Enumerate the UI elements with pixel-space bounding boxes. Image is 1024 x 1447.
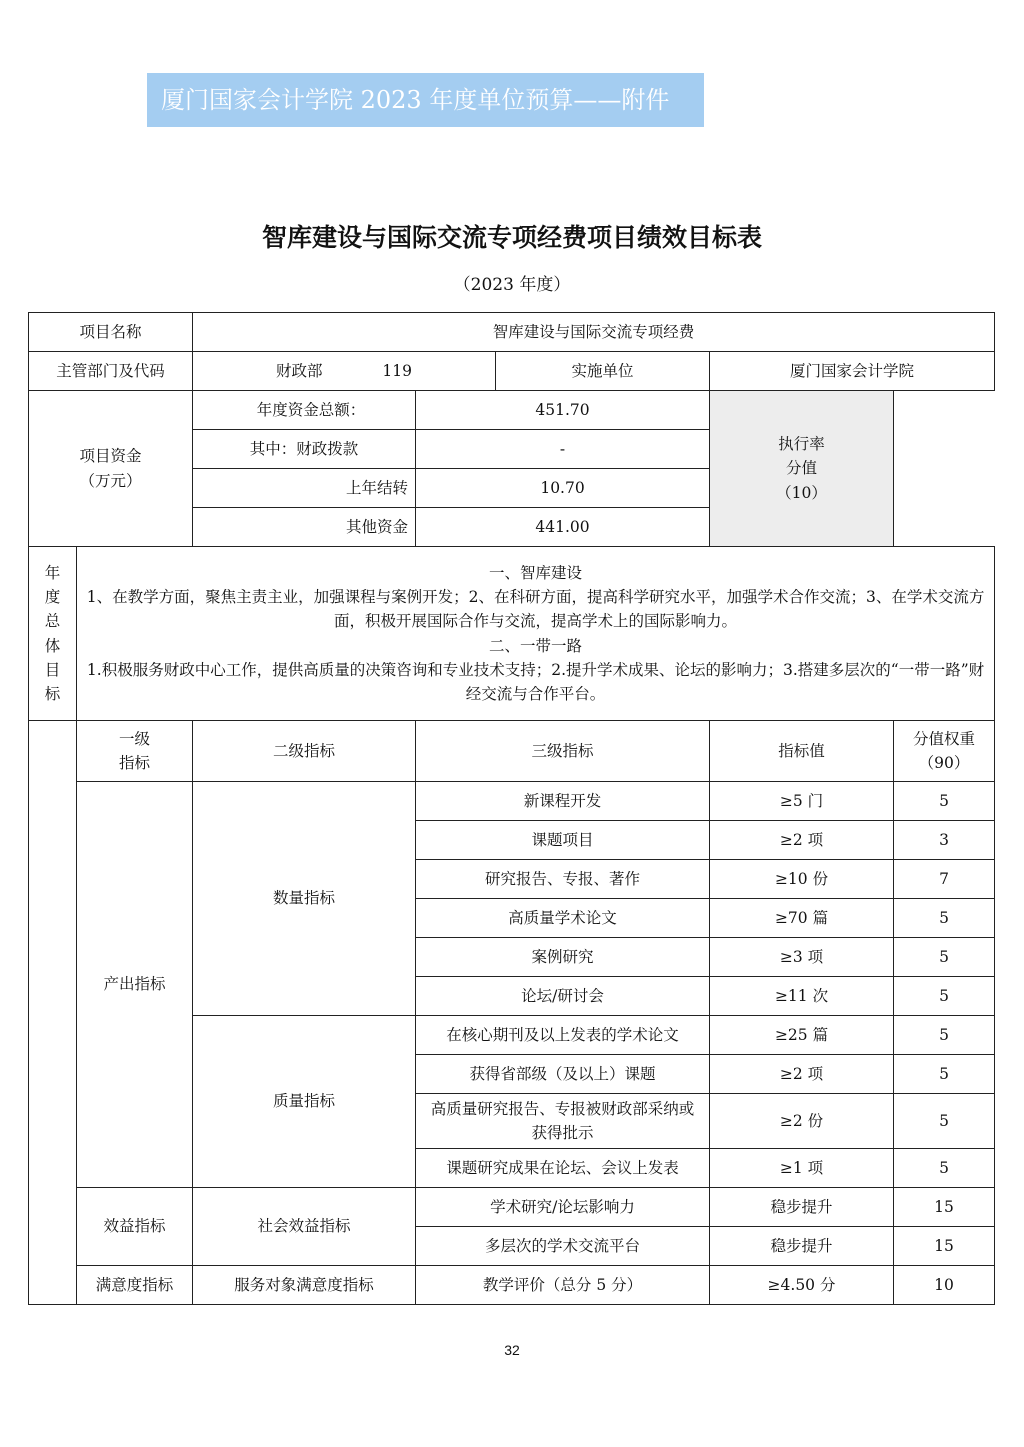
header-value: 指标值 <box>710 721 894 782</box>
project-name-value: 智库建设与国际交流专项经费 <box>193 313 995 352</box>
quality-indicator-label: 质量指标 <box>193 1016 416 1188</box>
indicator-name: 论坛/研讨会 <box>416 977 710 1016</box>
goal-line: 二、一带一路 <box>489 636 583 655</box>
indicator-value: 稳步提升 <box>710 1227 894 1266</box>
indicator-weight: 5 <box>894 977 995 1016</box>
funds-other-label: 其他资金 <box>193 508 416 547</box>
header-level1 <box>77 721 193 782</box>
indicators-side-blank <box>29 721 77 1305</box>
indicator-weight: 15 <box>894 1188 995 1227</box>
indicator-name: 在核心期刊及以上发表的学术论文 <box>416 1016 710 1055</box>
indicator-value: ≥2 项 <box>710 1055 894 1094</box>
indicator-name: 获得省部级（及以上）课题 <box>416 1055 710 1094</box>
impl-unit-label: 实施单位 <box>496 352 710 391</box>
indicator-name: 学术研究/论坛影响力 <box>416 1188 710 1227</box>
page-title: 智库建设与国际交流专项经费项目绩效目标表 <box>261 223 762 252</box>
funds-label <box>29 391 193 547</box>
row-department <box>29 352 995 391</box>
benefit-indicator-label: 效益指标 <box>77 1188 193 1266</box>
indicator-weight: 5 <box>894 938 995 977</box>
indicator-weight: 15 <box>894 1227 995 1266</box>
indicator-weight: 5 <box>894 1149 995 1188</box>
indicator-name: 研究报告、专报、著作 <box>416 860 710 899</box>
page-subtitle-year: （2023 年度） <box>453 275 571 295</box>
document-banner: 厦门国家会计学院 2023 年度单位预算——附件 <box>147 73 704 127</box>
satisfaction-indicator-label: 满意度指标 <box>77 1266 193 1305</box>
header-level1-line1: 一级 <box>119 729 151 748</box>
indicator-name: 高质量学术论文 <box>416 899 710 938</box>
indicator-value: ≥10 份 <box>710 860 894 899</box>
indicator-value: ≥11 次 <box>710 977 894 1016</box>
indicator-value: ≥4.50 分 <box>710 1266 894 1305</box>
social-benefit-label: 社会效益指标 <box>193 1188 416 1266</box>
indicator-weight: 5 <box>894 1094 995 1149</box>
indicator-name: 多层次的学术交流平台 <box>416 1227 710 1266</box>
dept-label: 主管部门及代码 <box>29 352 193 391</box>
indicator-value: ≥5 门 <box>710 782 894 821</box>
dept-name: 财政部 <box>276 361 323 380</box>
funds-fiscal-value: - <box>416 430 710 469</box>
goal-label-char: 总 <box>44 612 61 631</box>
indicator-weight: 5 <box>894 899 995 938</box>
indicator-value: ≥1 项 <box>710 1149 894 1188</box>
funds-label-line1: 项目资金 <box>79 447 142 466</box>
indicator-weight: 5 <box>894 1016 995 1055</box>
goal-label-char: 年 <box>44 564 61 583</box>
funds-other-value: 441.00 <box>416 508 710 547</box>
page-number: 32 <box>504 1342 520 1358</box>
dept-code: 119 <box>382 361 412 380</box>
funds-fiscal-label: 其中：财政拨款 <box>193 430 416 469</box>
indicator-name: 高质量研究报告、专报被财政部采纳或获得批示 <box>416 1094 710 1149</box>
goal-line: 一、智库建设 <box>489 564 583 583</box>
goal-label-char: 体 <box>44 636 61 655</box>
header-weight <box>894 721 995 782</box>
header-level1-line2: 指标 <box>119 754 151 772</box>
quantity-indicator-label: 数量指标 <box>193 782 416 1016</box>
goal-label-char: 标 <box>44 684 61 703</box>
impl-unit-value: 厦门国家会计学院 <box>710 352 995 391</box>
table-row <box>29 1188 995 1227</box>
header-weight-line1: 分值权重 <box>913 729 976 748</box>
table-row <box>29 1266 995 1305</box>
indicator-value: 稳步提升 <box>710 1188 894 1227</box>
header-level3: 三级指标 <box>416 721 710 782</box>
annual-goals-label <box>29 547 77 721</box>
indicator-name: 课题研究成果在论坛、会议上发表 <box>416 1149 710 1188</box>
indicator-value: ≥70 篇 <box>710 899 894 938</box>
project-name-label: 项目名称 <box>29 313 193 352</box>
goal-line: 1、在教学方面，聚焦主责主业，加强课程与案例开发；2、在科研方面，提高科学研究水平，加强学术合作交流；3、在学术交流方面，积极开展国际合作与交流，提高学术上的国际影响力。 <box>86 588 985 631</box>
funds-carryover-label: 上年结转 <box>193 469 416 508</box>
row-annual-goals <box>29 547 995 721</box>
funds-label-line2: （万元） <box>79 471 142 490</box>
funds-total-value: 451.70 <box>416 391 710 430</box>
exec-rate-line2: 分值 <box>786 459 818 478</box>
output-indicator-label: 产出指标 <box>77 782 193 1188</box>
goal-label-char: 目 <box>44 660 61 679</box>
performance-target-table <box>28 312 995 1305</box>
indicator-weight: 7 <box>894 860 995 899</box>
dept-cell <box>193 352 496 391</box>
indicator-weight: 5 <box>894 782 995 821</box>
indicator-name: 案例研究 <box>416 938 710 977</box>
indicator-name: 新课程开发 <box>416 782 710 821</box>
header-weight-line2: （90） <box>918 754 970 772</box>
indicator-weight: 10 <box>894 1266 995 1305</box>
funds-carryover-value: 10.70 <box>416 469 710 508</box>
indicator-name: 教学评价（总分 5 分） <box>416 1266 710 1305</box>
exec-rate-line1: 执行率 <box>778 435 825 454</box>
exec-rate-line3: （10） <box>776 483 827 502</box>
exec-rate-cell <box>710 391 894 547</box>
row-project-name <box>29 313 995 352</box>
goal-line: 1.积极服务财政中心工作，提供高质量的决策咨询和专业技术支持；2.提升学术成果、论坛的影响力；3.搭建多层次的“一带一路”财经交流与合作平台。 <box>86 660 985 703</box>
table-row <box>29 782 995 821</box>
funds-total-label: 年度资金总额： <box>193 391 416 430</box>
indicator-header-row <box>29 721 995 782</box>
indicator-weight: 3 <box>894 821 995 860</box>
indicator-value: ≥25 篇 <box>710 1016 894 1055</box>
indicator-value: ≥2 项 <box>710 821 894 860</box>
indicator-value: ≥3 项 <box>710 938 894 977</box>
header-level2: 二级指标 <box>193 721 416 782</box>
indicator-name: 课题项目 <box>416 821 710 860</box>
goal-label-char: 度 <box>44 588 61 607</box>
funds-row <box>29 391 995 430</box>
indicator-value: ≥2 份 <box>710 1094 894 1149</box>
service-satisfaction-label: 服务对象满意度指标 <box>193 1266 416 1305</box>
indicator-weight: 5 <box>894 1055 995 1094</box>
annual-goals-text <box>77 547 995 721</box>
